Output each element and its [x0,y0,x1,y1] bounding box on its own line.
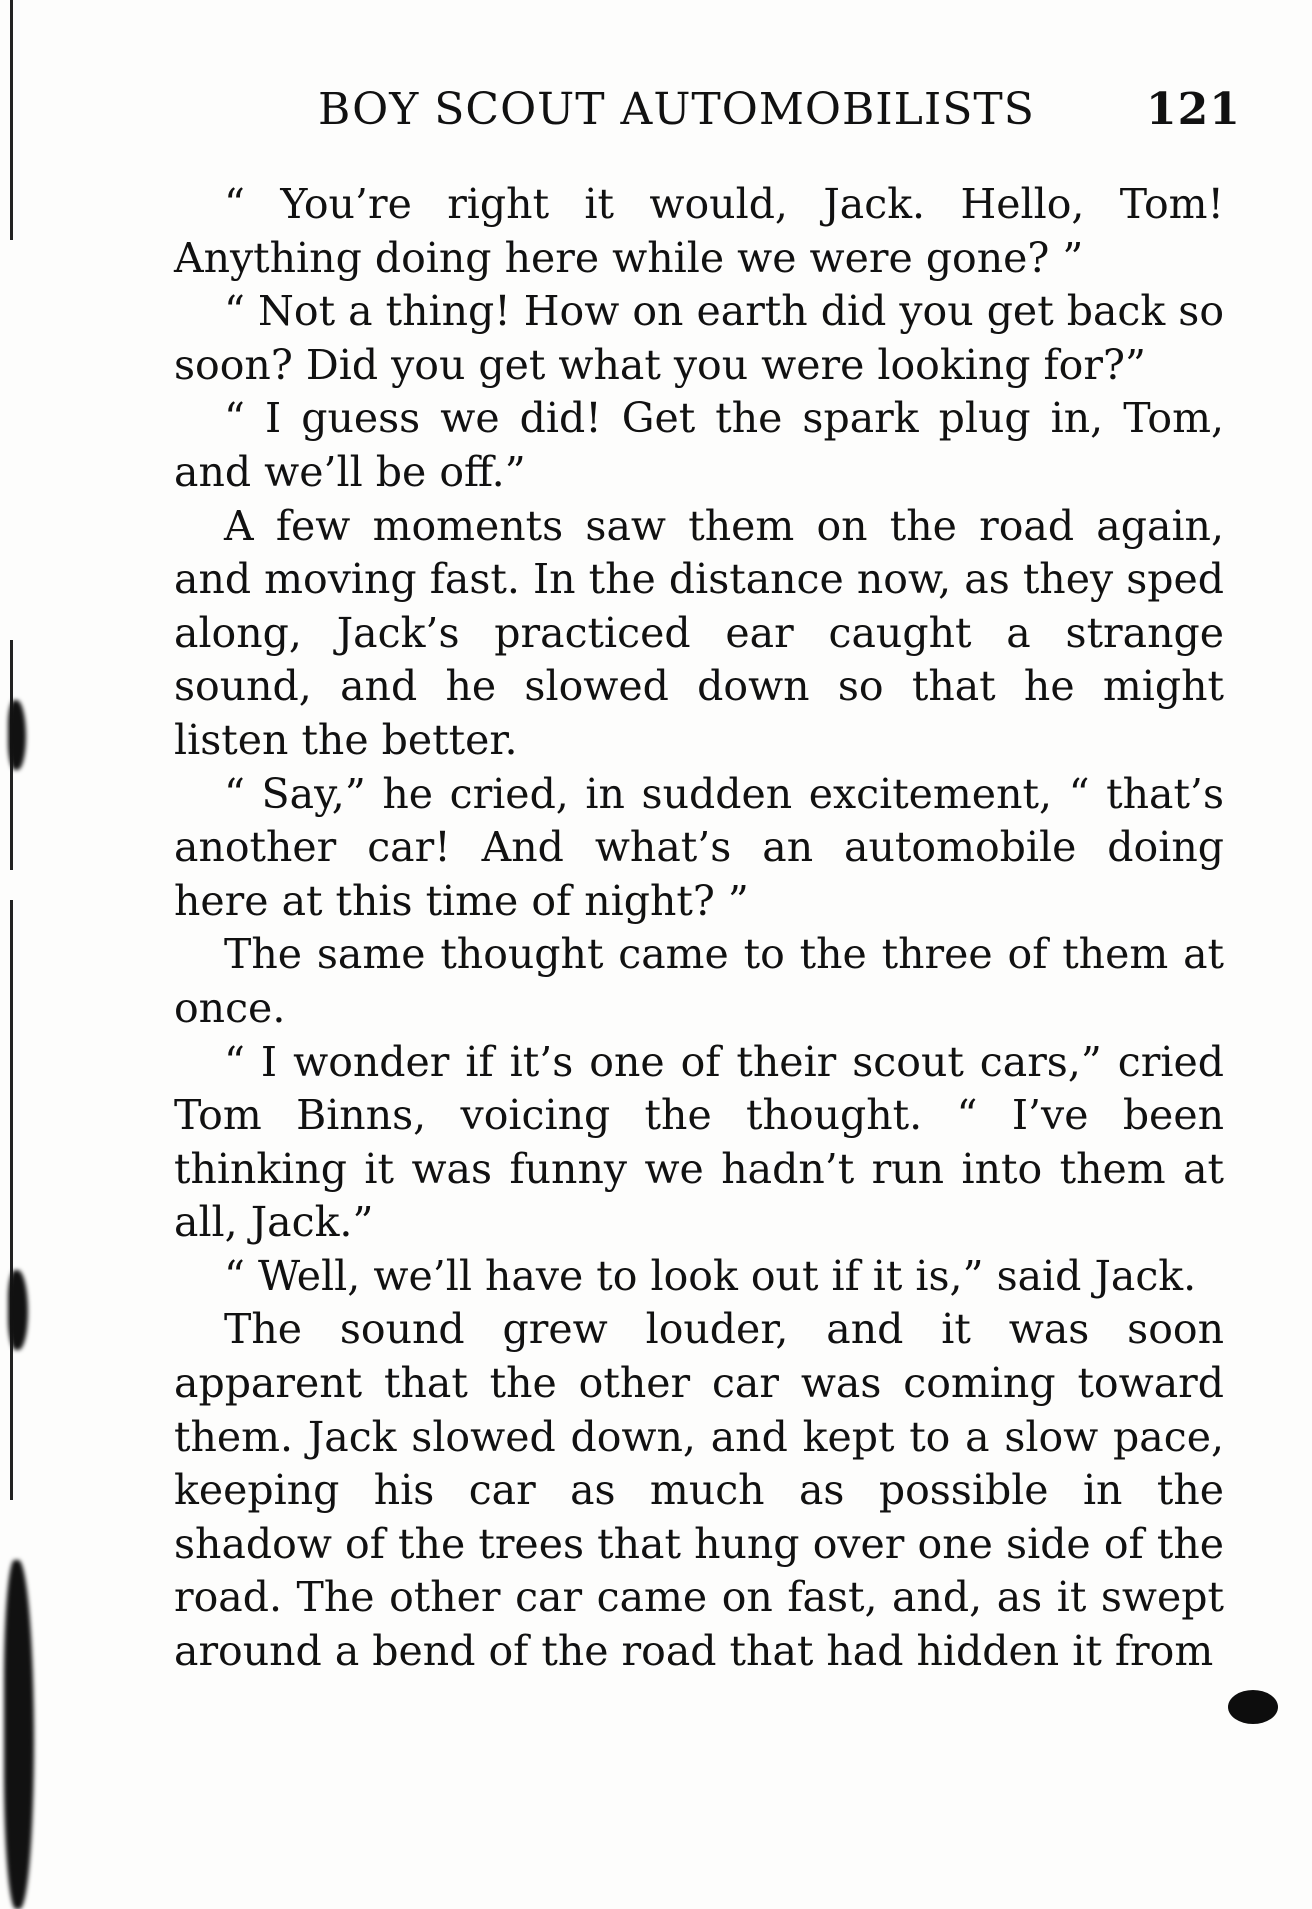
scan-edge-shadow [0,0,40,1909]
paragraph: The same thought came to the three of them at once. [174,930,1224,1032]
paragraph: “ Say,” he cried, in sudden excitement, “ that’s another car! And what’s an automobile doing here at this time of night? ” [174,769,1224,925]
scan-edge-line [10,900,13,1500]
paragraph: A few moments saw them on the road again, and moving fast. In the distance now, as they sped along, Jack’s practiced ear caught a strange sound, and he slowed down so that he might listen the better. [174,501,1224,764]
scan-edge-smudge [8,700,26,770]
body-text [174,178,1224,1679]
scan-edge-smudge [4,1560,34,1909]
paragraph: The sound grew louder, and it was soon apparent that the other car was coming toward them. Jack slowed down, and kept to a slow pace, keeping his car as much as possible in the shadow of the trees that hung over one side of the road. The other car came on fast, and, as it swept around a bend of the road that had hidden it from [174,1305,1224,1676]
paragraph: “ Not a thing! How on earth did you get back so soon? Did you get what you were looking for?” [174,287,1224,389]
paragraph: “ I wonder if it’s one of their scout cars,” cried Tom Binns, voicing the thought. “ I’ve been thinking it was funny we hadn’t run into them at all, Jack.” [174,1037,1224,1247]
paragraph: “ You’re right it would, Jack. Hello, Tom! Anything doing here while we were gone? ” [174,180,1224,282]
page-number: 121 [1146,84,1241,135]
paragraph: “ Well, we’ll have to look out if it is,” said Jack. [224,1251,1197,1300]
scan-edge-smudge [8,1270,28,1350]
running-header [318,84,1241,144]
paragraph: “ I guess we did! Get the spark plug in, Tom, and we’ll be off.” [174,394,1224,496]
scan-edge-line [10,0,13,240]
ink-blot [1228,1690,1278,1724]
running-title: BOY SCOUT AUTOMOBILISTS [318,84,1035,135]
